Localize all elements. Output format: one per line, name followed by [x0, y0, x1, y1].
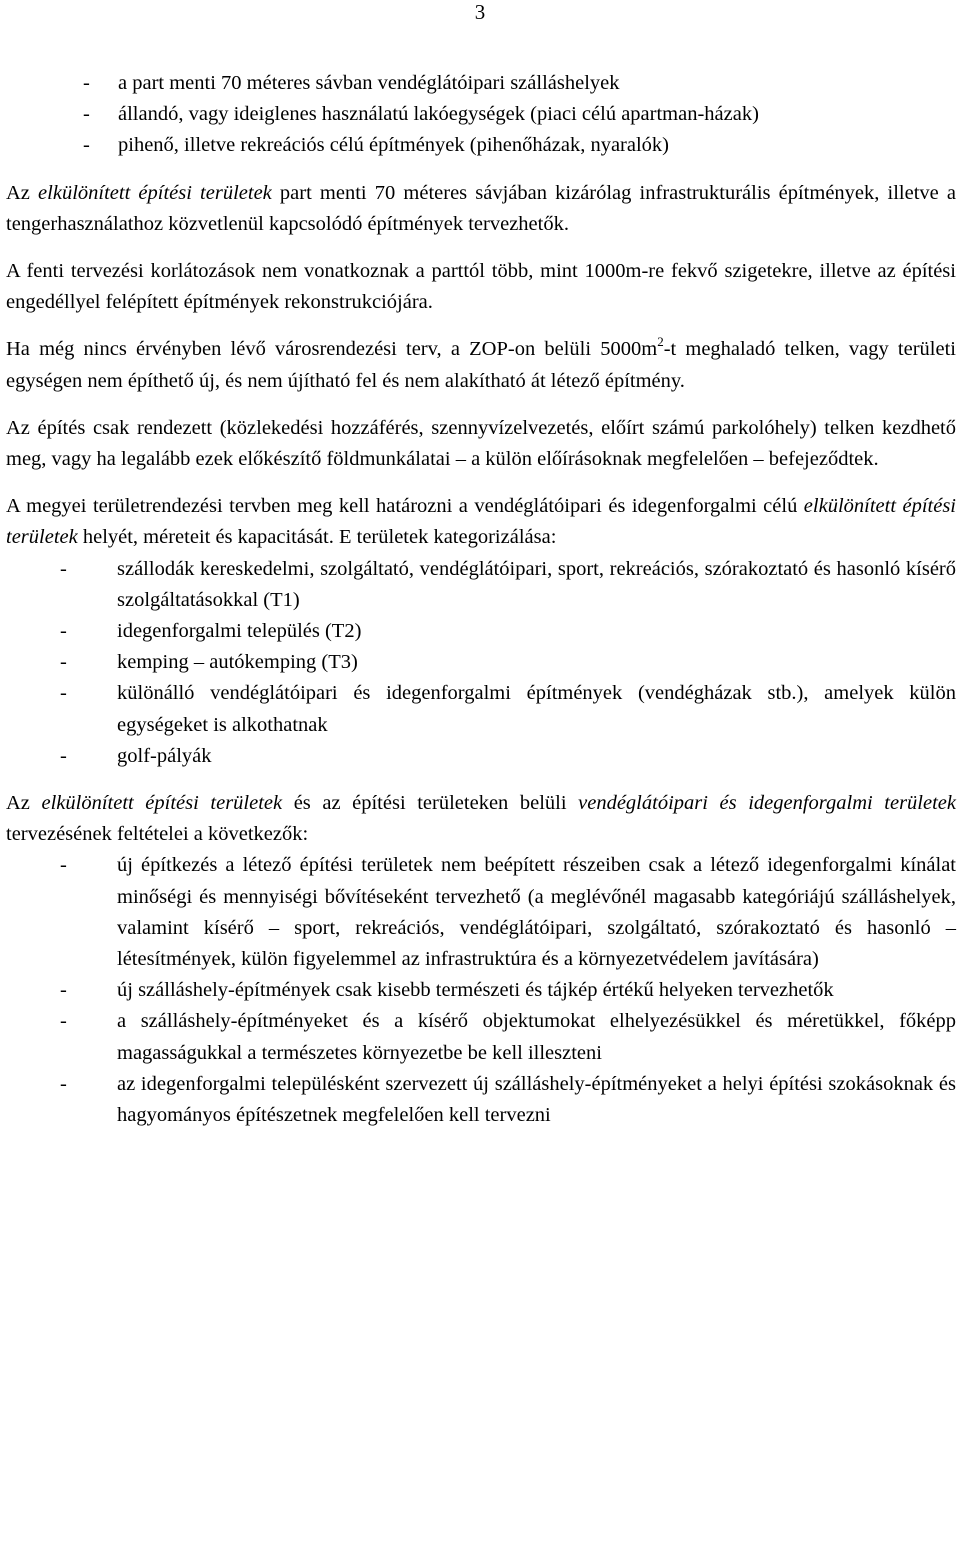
list-dash: - — [60, 744, 67, 767]
page-content — [6, 68, 956, 1131]
list-dash: - — [60, 979, 67, 1002]
list-item: - idegenforgalmi település (T2) — [61, 616, 956, 647]
list-dash: - — [60, 854, 67, 877]
paragraph-planning-conditions: Az elkülönített építési területek és az építési területeken belüli vendéglátóipari és idegenforgalmi területek tervezésének feltételei a következők: — [6, 792, 956, 846]
emphasis-term: vendéglátóipari és idegenforgalmi területek — [578, 792, 956, 815]
category-list — [6, 554, 956, 772]
top-list — [6, 68, 956, 162]
list-dash: - — [60, 620, 67, 643]
list-dash: - — [60, 557, 67, 580]
list-dash: - — [83, 103, 90, 126]
paragraph-county-plan: A megyei területrendezési tervben meg kell határozni a vendéglátóipari és idegenforgalmi célú elkülönített építési területek helyét, méreteit és kapacitását. E területek kategorizálása: — [6, 495, 956, 549]
list-item: - a szálláshely-építményeket és a kísérő objektumokat elhelyezésükkel és méretükkel, főképp magasságukkal a természetes környezetbe be kell illeszteni — [61, 1006, 956, 1068]
list-item: - szállodák kereskedelmi, szolgáltató, vendéglátóipari, sport, rekreációs, szórakoztató és hasonló kísérő szolgáltatásokkal (T1) — [61, 554, 956, 616]
list-dash: - — [83, 72, 90, 94]
list-dash: - — [83, 134, 90, 157]
list-item: - golf-pályák — [61, 741, 956, 772]
list-dash: - — [60, 1010, 67, 1033]
list-item: - különálló vendéglátóipari és idegenforgalmi építmények (vendégházak stb.), amelyek külön egységeket is alkothatnak — [61, 678, 956, 740]
conditions-list — [6, 850, 956, 1131]
paragraph-coastal-zone: Az elkülönített építési területek part menti 70 méteres sávjában kizárólag infrastrukturális építmények, illetve a tengerhasználathoz közvetlenül kapcsolódó építmények tervezhetők. — [6, 181, 956, 235]
paragraph-construction-start: Az építés csak rendezett (közlekedési hozzáférés, szennyvízelvezetés, előírt számú parkolóhely) telken kezdhető meg, vagy ha legalább ezek előkészítő földmunkálatai – a külön előírásoknak megfelelően – befejeződtek. — [6, 416, 956, 471]
list-item: - új szálláshely-építmények csak kisebb természeti és tájkép értékű helyeken tervezhetők — [61, 975, 956, 1006]
paragraph-exemptions: A fenti tervezési korlátozások nem vonatkoznak a parttól több, mint 1000m-re fekvő szigetekre, illetve az építési engedéllyel felépített építmények rekonstrukciójára. — [6, 260, 956, 314]
list-item: - pihenő, illetve rekreációs célú építmények (pihenőházak, nyaralók) — [84, 130, 956, 161]
emphasis-term: elkülönített építési területek — [6, 495, 956, 549]
emphasis-term: elkülönített építési területek — [38, 181, 272, 204]
list-dash: - — [60, 682, 67, 705]
list-dash: - — [60, 651, 67, 674]
superscript: 2 — [657, 334, 664, 350]
list-item: - a part menti 70 méteres sávban vendéglátóipari szálláshelyek — [84, 68, 956, 99]
list-item: - új építkezés a létező építési területek nem beépített részeiben csak a létező idegenforgalmi kínálat minőségi és mennyiségi bővítéseként tervezhető (a meglévőnél magasabb kategóriájú szálláshelyek, valamint kísérő – sport, rekreációs, vendéglátóipari, szolgáltató, szórakoztató és hasonló – létesítmények, külön figyelemmel az infrastruktúra és a környezetvédelem javítására) — [61, 850, 956, 975]
page-number: 3 — [474, 0, 486, 24]
list-item: - állandó, vagy ideiglenes használatú lakóegységek (piaci célú apartman-házak) — [84, 99, 956, 130]
list-item: - az idegenforgalmi településként szervezett új szálláshely-építményeket a helyi építési szokásoknak és hagyományos építészetnek megfelelően kell tervezni — [61, 1069, 956, 1131]
emphasis-term: elkülönített építési területek — [41, 792, 283, 815]
list-item: - kemping – autókemping (T3) — [61, 647, 956, 678]
list-dash: - — [60, 1072, 67, 1095]
paragraph-zoning-plan: Ha még nincs érvényben lévő városrendezési terv, a ZOP-on belüli $5000m^2-t$ meghaladó telken, vagy területi egységen nem építhető új, és nem újítható fel és nem alakítható át létező építmény. — [6, 334, 956, 392]
